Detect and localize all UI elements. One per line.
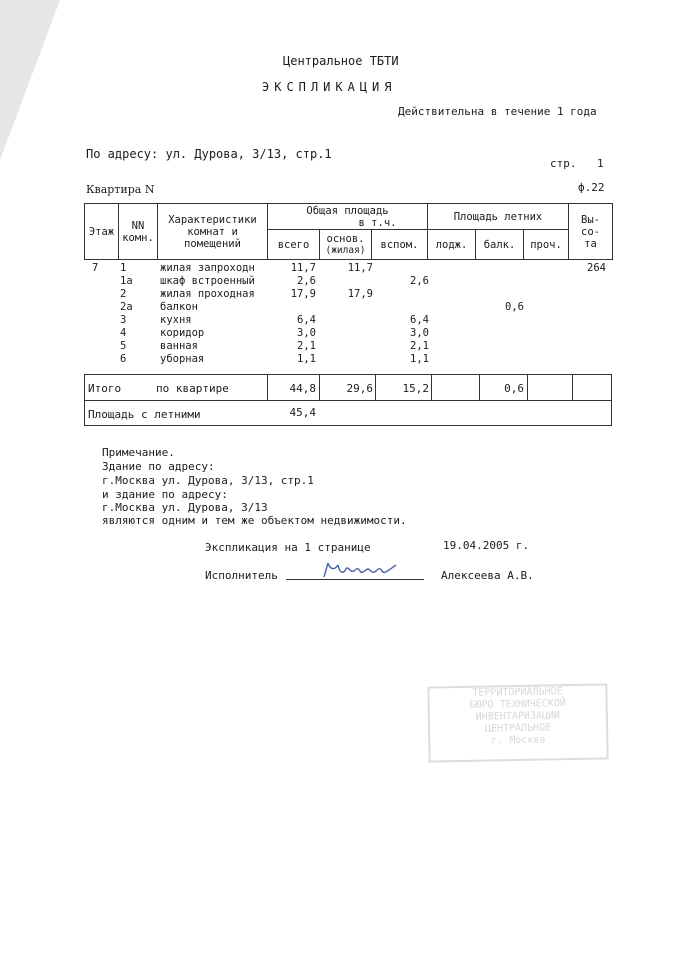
cell-room-number: 5 (120, 340, 127, 352)
header-summer-area: Площадь летних (428, 204, 569, 230)
note-line: Здание по адресу: (102, 460, 215, 473)
totals-main: 29,6 (346, 382, 373, 395)
table-row (84, 327, 612, 340)
cell-aux: 2,1 (410, 340, 429, 352)
cell-total: 2,6 (297, 275, 316, 287)
note-line: и здание по адресу: (102, 488, 228, 501)
divider (527, 374, 528, 401)
header-description (158, 204, 268, 260)
table-row (84, 262, 612, 275)
faded-stamp (427, 683, 608, 762)
note-line: Примечание. (102, 446, 175, 459)
executor-name: Алексеева А.В. (441, 569, 534, 582)
cell-main: 11,7 (347, 262, 373, 274)
header-floor: Этаж (85, 204, 119, 260)
cell-description: шкаф встроенный (160, 275, 255, 287)
cell-description: ванная (160, 340, 198, 352)
cell-total: 3,0 (297, 327, 316, 339)
totals-balcony: 0,6 (504, 382, 524, 395)
divider (611, 374, 612, 426)
divider (84, 425, 612, 426)
table-row (84, 353, 612, 366)
table-row (84, 275, 612, 288)
header-including-label: в т.ч. (358, 216, 397, 229)
cell-room-number: 2 (120, 288, 127, 300)
page-label: стр. (550, 157, 577, 170)
cell-description: балкон (160, 301, 198, 313)
totals-aux: 15,2 (402, 382, 429, 395)
header-other: проч. (524, 230, 569, 260)
cell-main: 17,9 (347, 288, 373, 300)
cell-room-number: 3 (120, 314, 127, 326)
divider (572, 374, 573, 401)
cell-total: 2,1 (297, 340, 316, 352)
divider (84, 374, 85, 426)
table-row (84, 288, 612, 301)
cell-aux: 6,4 (410, 314, 429, 326)
apartment-label: Квартира N (86, 183, 155, 196)
header-height (569, 204, 613, 260)
table-row (84, 301, 612, 314)
table-row (84, 314, 612, 327)
header-height-line3: та (584, 237, 597, 250)
cell-room-number: 1а (120, 275, 133, 287)
header-all: всего (268, 230, 320, 260)
divider (431, 374, 432, 401)
header-room-number-line2: комн. (122, 231, 154, 244)
cell-height: 264 (587, 262, 606, 274)
cell-description: кухня (160, 314, 192, 326)
totals-label: Итого (88, 382, 122, 395)
cell-total: 11,7 (290, 262, 316, 274)
header-total-area (268, 204, 428, 230)
header-room-number (119, 204, 158, 260)
header-main-label: основ. (326, 232, 365, 245)
note-line: являются одним и тем же объектом недвижимости. (102, 514, 407, 527)
cell-balcony: 0,6 (505, 301, 524, 313)
cell-description: уборная (160, 353, 205, 365)
header-loggia: лодж. (428, 230, 476, 260)
page-number: 1 (597, 157, 604, 170)
cell-total: 6,4 (297, 314, 316, 326)
cell-room-number: 4 (120, 327, 127, 339)
signature (320, 559, 400, 587)
cell-room-number: 2а (120, 301, 133, 313)
header-room-number-line1: NN (131, 219, 145, 232)
stamp-line: г. Москва (491, 734, 546, 747)
header-height-line2: со- (581, 225, 600, 238)
organization-name: Центральное ТБТИ (283, 54, 399, 68)
totals-label-apartment: по квартире (156, 382, 229, 395)
header-height-line1: Вы- (581, 213, 600, 226)
totals-total: 44,8 (289, 382, 316, 395)
form-code: ф.22 (578, 181, 605, 194)
divider (84, 374, 612, 375)
scan-corner-shadow (0, 0, 60, 160)
executor-label: Исполнитель (205, 569, 278, 582)
cell-description: коридор (160, 327, 205, 339)
divider (84, 400, 612, 401)
address-line: По адресу: ул. Дурова, 3/13, стр.1 (86, 147, 332, 161)
header-description-line2: комнат и (187, 225, 238, 238)
header-main-sublabel: (жилая) (325, 244, 366, 256)
note-line: г.Москва ул. Дурова, 3/13, стр.1 (102, 474, 314, 487)
pages-count-text: Экспликация на 1 странице (205, 541, 371, 554)
header-balcony: балк. (476, 230, 524, 260)
document-title: ЭКСПЛИКАЦИЯ (262, 80, 397, 94)
validity-text: Действительна в течение 1 года (398, 105, 597, 118)
cell-floor: 7 (92, 262, 99, 274)
table-row (84, 340, 612, 353)
header-description-line3: помещений (184, 237, 241, 250)
note-line: г.Москва ул. Дурова, 3/13 (102, 501, 268, 514)
cell-aux: 3,0 (410, 327, 429, 339)
cell-total: 17,9 (290, 288, 316, 300)
header-total-area-label: Общая площадь (306, 204, 389, 217)
stamp-line: БЮРО ТЕХНИЧЕСКОЙ (469, 698, 566, 711)
cell-description: жилая проходная (160, 288, 255, 300)
cell-room-number: 6 (120, 353, 127, 365)
header-aux: вспом. (372, 230, 428, 260)
cell-room-number: 1 (120, 262, 127, 274)
stamp-line: ЦЕНТРАЛЬНОЕ (484, 722, 552, 735)
stamp-line: ТЕРРИТОРИАЛЬНОЕ (472, 686, 563, 699)
cell-total: 1,1 (297, 353, 316, 365)
cell-aux: 2,6 (410, 275, 429, 287)
summer-area-value: 45,4 (289, 406, 316, 419)
header-main (320, 230, 372, 260)
document-date: 19.04.2005 г. (443, 539, 530, 552)
header-description-line1: Характеристики (168, 213, 257, 226)
summer-area-label: Площадь с летними (88, 408, 201, 421)
stamp-line: ИНВЕНТАРИЗАЦИИ (475, 710, 561, 723)
explication-table-header (84, 203, 613, 260)
cell-aux: 1,1 (410, 353, 429, 365)
cell-description: жилая запроходн (160, 262, 255, 274)
